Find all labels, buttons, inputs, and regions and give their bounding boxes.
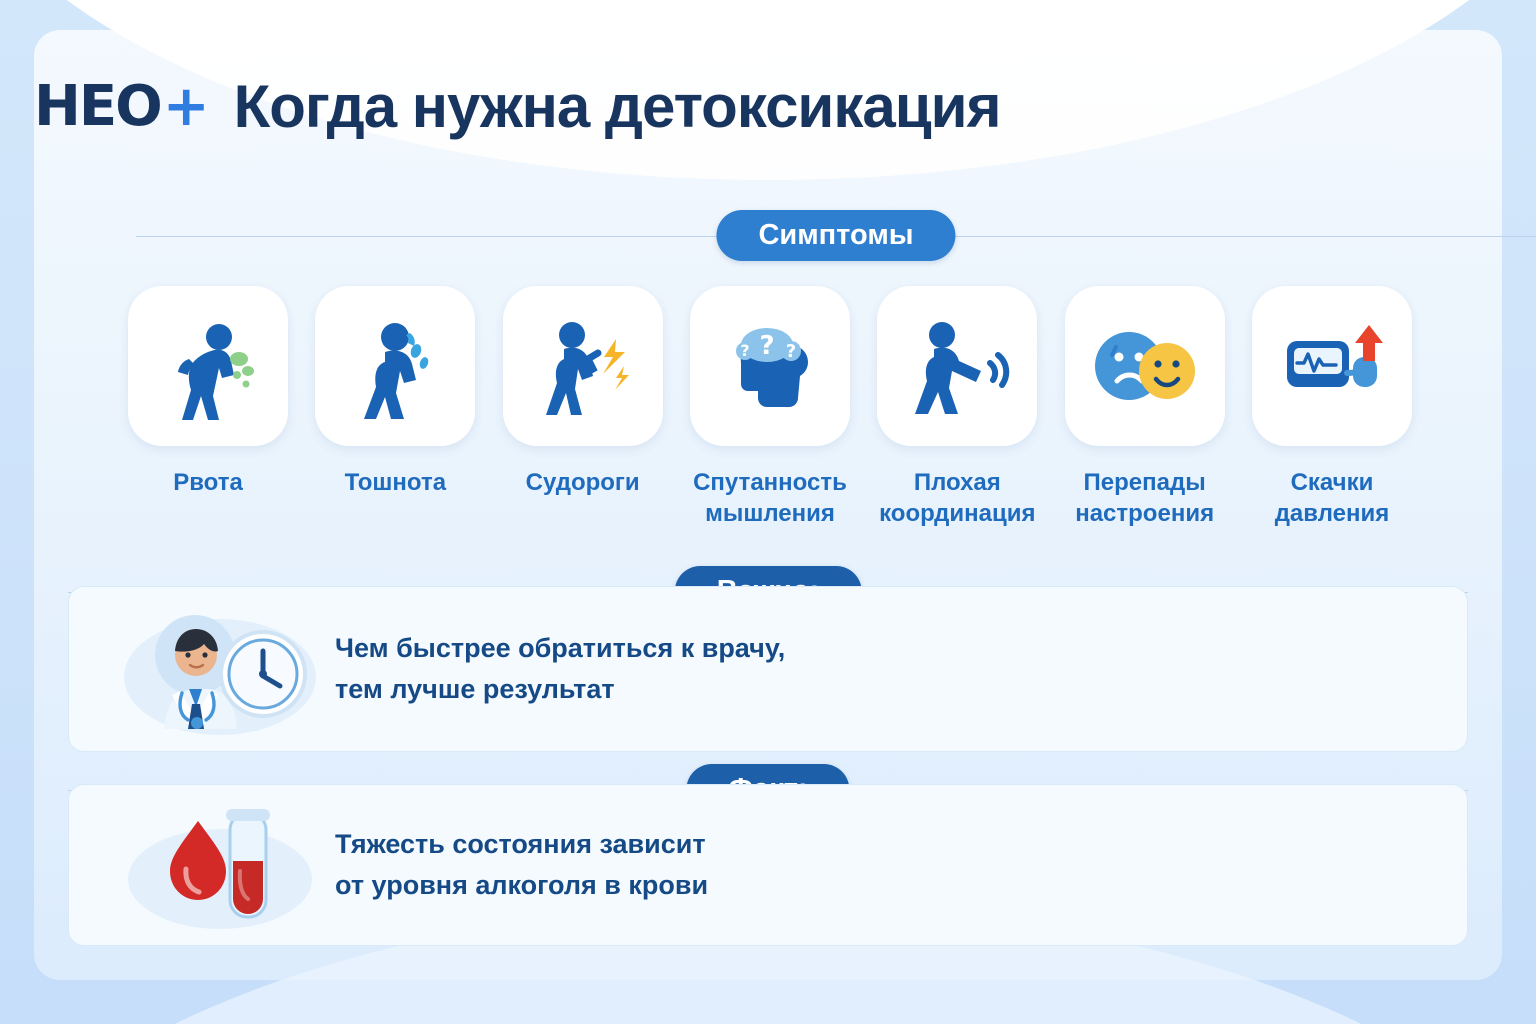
symptoms-list xyxy=(120,286,1420,529)
header xyxy=(0,72,1536,141)
poor-coordination-icon xyxy=(898,311,1016,421)
svg-text:?: ? xyxy=(785,341,797,362)
brand-logo-text: HEO xyxy=(34,73,161,139)
symptom-label: Судороги xyxy=(525,469,640,496)
symptom-item[interactable] xyxy=(1057,286,1233,529)
page-title: Когда нужна детоксикация xyxy=(233,73,1001,140)
cramps-icon xyxy=(528,311,638,421)
symptoms-pill-label: Симптомы xyxy=(716,210,955,261)
symptom-item[interactable] xyxy=(1244,286,1420,529)
symptom-item[interactable] xyxy=(682,286,858,529)
brand-logo xyxy=(34,73,208,139)
symptom-label: Перепады настроения xyxy=(1075,469,1215,527)
vomiting-icon xyxy=(153,311,263,421)
symptom-icon-card xyxy=(503,286,663,446)
nausea-icon xyxy=(340,311,450,421)
doctor-with-clock-illustration xyxy=(120,599,320,739)
fact-text xyxy=(335,824,708,906)
important-text-line1: Чем быстрее обратиться к врачу, xyxy=(335,632,786,663)
symptom-item[interactable] xyxy=(120,286,296,529)
svg-text:?: ? xyxy=(759,331,775,361)
svg-text:?: ? xyxy=(740,341,750,360)
symptom-label: Спутанность мышления xyxy=(693,469,847,527)
important-card xyxy=(68,586,1468,752)
brand-logo-plus: + xyxy=(162,73,208,139)
symptoms-section-header xyxy=(68,210,1536,262)
blood-drop-test-tube-illustration xyxy=(120,795,320,935)
symptom-item[interactable] xyxy=(869,286,1045,529)
fact-card xyxy=(68,784,1468,946)
fact-illustration xyxy=(115,795,325,935)
symptom-item[interactable] xyxy=(307,286,483,529)
symptom-label: Плохая координация xyxy=(879,469,1036,527)
symptom-icon-card xyxy=(877,286,1037,446)
symptom-item[interactable] xyxy=(495,286,671,529)
symptom-label: Рвота xyxy=(173,469,243,496)
symptom-label: Скачки давления xyxy=(1274,469,1390,527)
fact-text-line1: Тяжесть состояния зависит xyxy=(335,828,706,859)
important-illustration xyxy=(115,599,325,739)
mood-swings-icon xyxy=(1085,311,1205,421)
symptom-icon-card xyxy=(315,286,475,446)
fact-text-line2: от уровня алкоголя в крови xyxy=(335,870,709,900)
blood-pressure-icon xyxy=(1273,311,1391,421)
important-text xyxy=(335,628,785,710)
symptom-label: Тошнота xyxy=(344,469,447,496)
symptom-icon-card xyxy=(690,286,850,446)
symptom-icon-card xyxy=(1065,286,1225,446)
important-text-line2: тем лучше результат xyxy=(335,674,615,704)
symptom-icon-card xyxy=(1252,286,1412,446)
confusion-icon xyxy=(711,311,829,421)
symptom-icon-card xyxy=(128,286,288,446)
